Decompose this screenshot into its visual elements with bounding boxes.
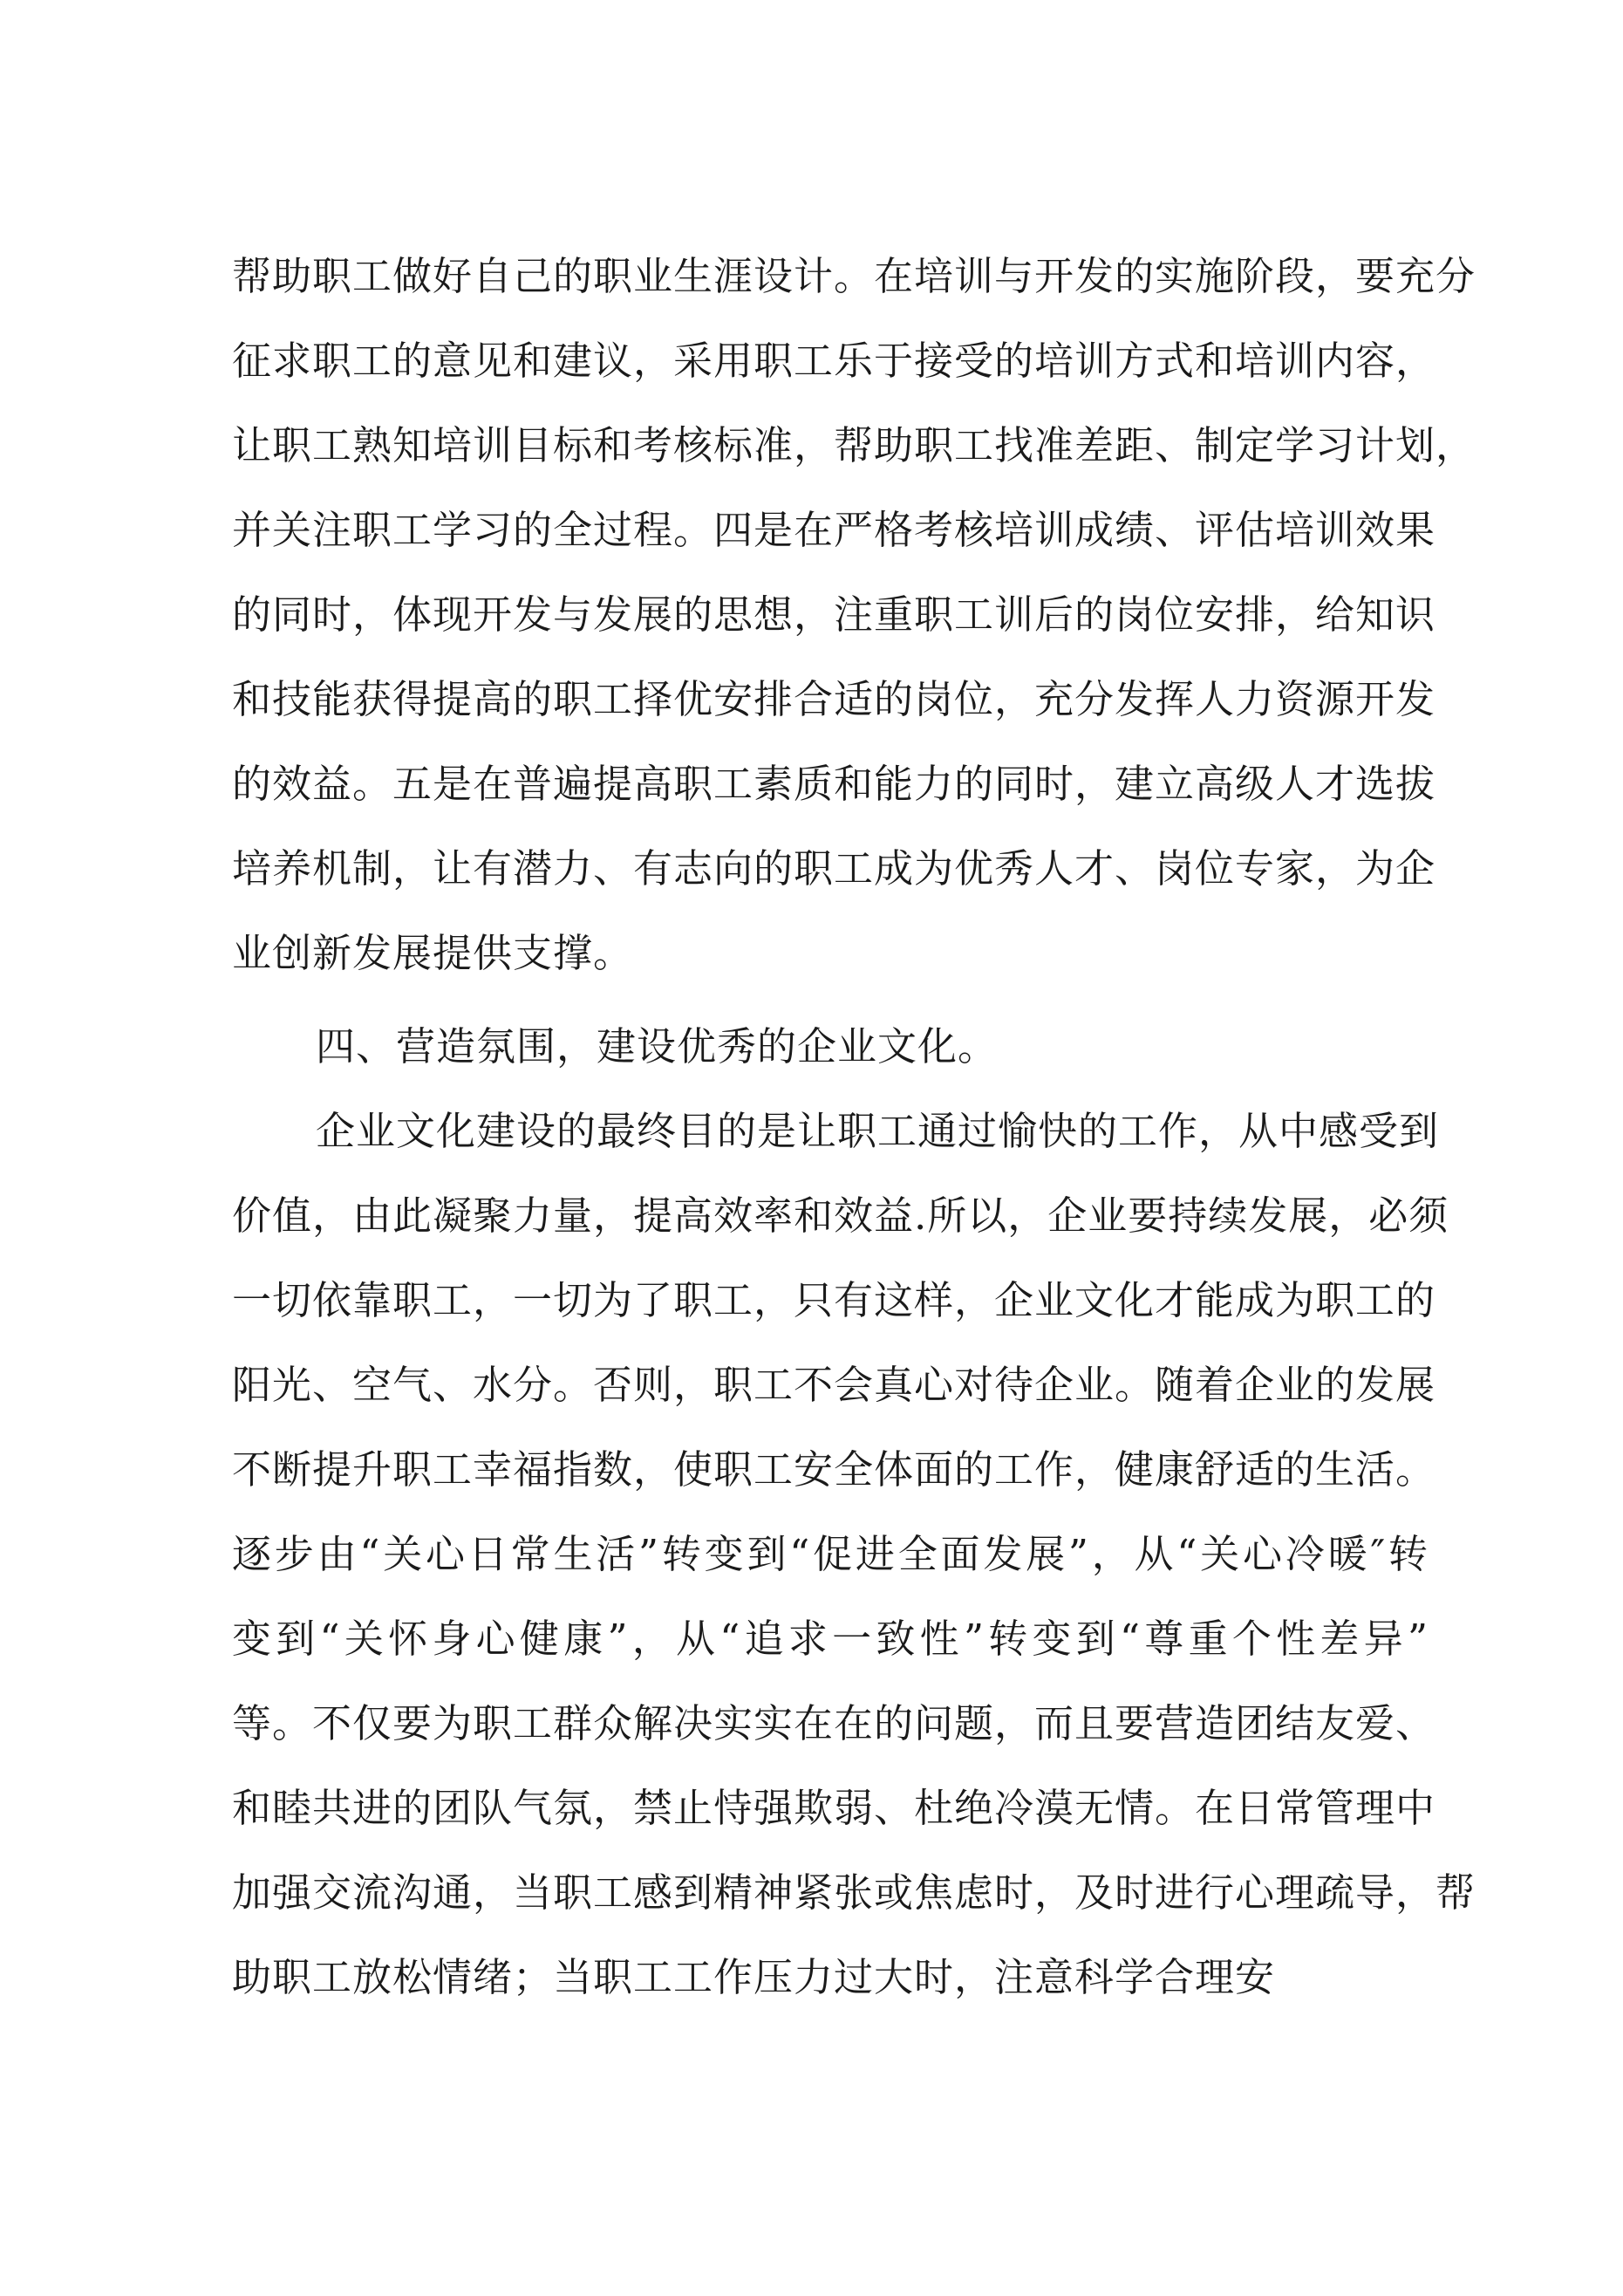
section-heading-wrap xyxy=(232,1004,1429,1089)
text-line: 加强交流沟通，当职工感到精神紧张或焦虑时，及时进行心理疏导，帮 xyxy=(232,1869,1476,1916)
paragraph-culture xyxy=(232,1089,1476,2019)
text-line: 培养机制，让有潜力、有志向的职工成为优秀人才、岗位专家，为企 xyxy=(232,845,1436,892)
text-line: 的同时，体现开发与发展的思想，注重职工训后的岗位安排，给知识 xyxy=(232,591,1436,638)
text-line: 等。不仅要为职工群众解决实实在在的问题，而且要营造团结友爱、 xyxy=(232,1700,1436,1746)
section-heading: 四、营造氛围，建设优秀的企业文化。 xyxy=(316,1023,999,1069)
text-line: 和睦共进的团队气氛，禁止恃强欺弱、杜绝冷漠无情。在日常管理中 xyxy=(232,1785,1436,1831)
text-line: 阳光、空气、水分。否则，职工不会真心对待企业。随着企业的发展 xyxy=(232,1362,1436,1408)
text-line: 和技能获得提高的职工择优安排合适的岗位，充分发挥人力资源开发 xyxy=(232,676,1436,722)
text-line: 并关注职工学习的全过程。四是在严格考核培训成绩、评估培训效果 xyxy=(232,507,1436,553)
text-line: 变到“关怀身心健康”，从“追求一致性”转变到“尊重个性差异” xyxy=(232,1616,1429,1662)
text-line: 助职工放松情绪；当职工工作压力过大时，注意科学合理安 xyxy=(232,1954,1276,2000)
text-line: 不断提升职工幸福指数，使职工安全体面的工作，健康舒适的生活。 xyxy=(232,1446,1436,1493)
paragraph-training xyxy=(232,234,1476,995)
text-line: 征求职工的意见和建议，采用职工乐于接受的培训方式和培训内容， xyxy=(232,338,1436,384)
document-body xyxy=(232,234,1476,2019)
text-line: 让职工熟知培训目标和考核标准，帮助职工找准差距、制定学习计划， xyxy=(232,422,1476,468)
text-line: 价值，由此凝聚力量，提高效率和效益.所以，企业要持续发展，必须 xyxy=(232,1192,1449,1239)
text-line: 一切依靠职工，一切为了职工，只有这样，企业文化才能成为职工的 xyxy=(232,1277,1436,1323)
text-line: 帮助职工做好自己的职业生涯设计。在培训与开发的实施阶段，要充分 xyxy=(232,253,1476,299)
text-line: 逐步由“关心日常生活”转变到“促进全面发展”，从“关心冷暖″转 xyxy=(232,1531,1429,1577)
text-line: 的效益。五是在普遍提高职工素质和能力的同时，建立高级人才选拔 xyxy=(232,761,1436,807)
text-line: 企业文化建设的最终目的是让职工通过愉快的工作，从中感受到 xyxy=(316,1108,1440,1154)
text-line: 业创新发展提供支撑。 xyxy=(232,930,634,976)
